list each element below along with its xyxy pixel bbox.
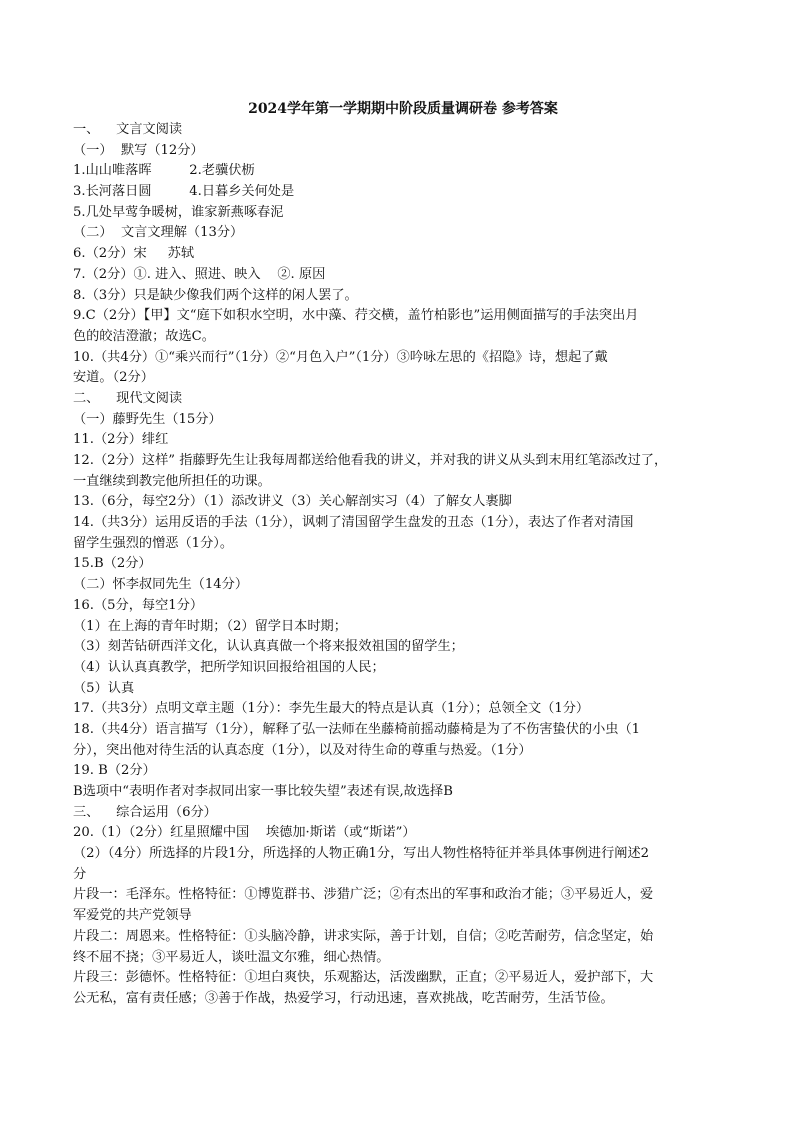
text-line: （2）（4分）所选择的片段1分，所选择的人物正确1分，写出人物性格特征并举具体事例进行阐述2 <box>73 846 650 862</box>
text-line: 16.（5分，每空1分） <box>73 597 204 613</box>
text-line: 18.（共4分）语言描写（1分），解释了弘一法师在坐藤椅前摇动藤椅是为了不伤害蛰伏的小虫（1 <box>73 721 641 737</box>
text-line: （3）刻苦钻研西洋文化，认认真真做一个将来报效祖国的留学生； <box>73 639 464 655</box>
text-line: （一） 默写（12分） <box>73 142 204 158</box>
text-line: 片段二：周恩来。性格特征：①头脑冷静，讲求实际，善于计划，自信；②吃苦耐劳，信念坚定，始 <box>73 928 654 944</box>
text-line: （二）怀李叔同先生（14分） <box>73 577 249 593</box>
text-line: 14.（共3分）运用反语的手法（1分），讽刺了清国留学生盘发的丑态（1分），表达了作者对清国 <box>73 515 634 531</box>
text-line: 13.（6分，每空2分）（1）添改讲义（3）关心解剖实习（4）了解女人裹脚 <box>73 494 512 510</box>
text-line: （二） 文言文理解（13分） <box>73 225 244 241</box>
text-line: 17.（共3分）点明文章主题（1分）：李先生最大的特点是认真（1分）；总领全文（1分） <box>73 701 590 717</box>
text-line: 分 <box>73 866 87 882</box>
text-line: 三、 综合运用（6分） <box>73 804 217 820</box>
text-line: 安道。（2分） <box>73 370 154 386</box>
text-line: 3.长河落日圆 4.日暮乡关何处是 <box>73 184 295 200</box>
answer-document <box>73 98 733 1010</box>
text-line: 二、 现代文阅读 <box>73 390 183 406</box>
text-line: 1.山山唯落晖 2.老骥伏枥 <box>73 163 255 179</box>
text-line: 一、 文言文阅读 <box>73 122 183 137</box>
text-line: 军爱党的共产党领导 <box>73 908 192 924</box>
document-body <box>73 120 733 1010</box>
text-line: 7.（2分）①. 进入、照进、映入 ②. 原因 <box>73 266 326 282</box>
text-line: 5.几处早莺争暖树，谁家新燕啄春泥 <box>73 204 284 220</box>
text-line: 20.（1）（2分）红星照耀中国 埃德加·斯诺（或“斯诺”） <box>73 825 416 841</box>
page-title: 2024学年第一学期期中阶段质量调研卷 参考答案 <box>248 101 558 117</box>
text-line: （5）认真 <box>73 680 135 696</box>
text-line: 9.C（2分）【甲】文“庭下如积水空明，水中藻、荇交横，盖竹柏影也”运用侧面描写的手法突出月 <box>73 308 639 324</box>
text-line: 分），突出他对待生活的认真态度（1分），以及对待生命的尊重与热爱。（1分） <box>73 742 532 758</box>
text-line: 终不屈不挠；③平易近人，谈吐温文尔雅，细心热情。 <box>73 949 390 965</box>
text-line: 留学生强烈的憎恶（1分）。 <box>73 535 234 551</box>
text-line: 片段三：彭德怀。性格特征：①坦白爽快，乐观豁达，活泼幽默，正直；②平易近人，爱护部下，大 <box>73 970 654 986</box>
text-line: （一）藤野先生（15分） <box>73 411 222 427</box>
text-line: 10.（共4分）①“乘兴而行”（1分）②“月色入户”（1分）③吟咏左思的《招隐》诗，想起了戴 <box>73 349 608 365</box>
text-line: 19. B（2分） <box>73 763 156 779</box>
text-line: 公无私，富有责任感；③善于作战，热爱学习，行动迅速，喜欢挑战，吃苦耐劳，生活节俭。 <box>73 990 614 1006</box>
text-line: 12.（2分）这样” 指藤野先生让我每周都送给他看我的讲义，并对我的讲义从头到末用红笔添改过了， <box>73 453 668 468</box>
text-line: 片段一：毛泽东。性格特征：①博览群书、涉猎广泛；②有杰出的军事和政治才能；③平易近人，爱 <box>73 887 654 903</box>
text-line: 8.（3分）只是缺少像我们两个这样的闲人罢了。 <box>73 287 358 303</box>
text-line: 15.B（2分） <box>73 556 152 572</box>
text-line: （4）认认真真教学，把所学知识回报给祖国的人民； <box>73 659 385 675</box>
text-line: 6.（2分）宋 苏轼 <box>73 246 195 262</box>
text-line: 11.（2分）绯红 <box>73 432 169 448</box>
text-line: （1）在上海的青年时期；（2）留学日本时期； <box>73 618 347 634</box>
text-line: B选项中“表明作者对李叔同出家一事比较失望”表述有误,故选择B <box>73 784 453 799</box>
text-line: 色的皎洁澄澈；故选C。 <box>73 328 215 344</box>
text-line: 一直继续到教完他所担任的功课。 <box>73 473 271 489</box>
